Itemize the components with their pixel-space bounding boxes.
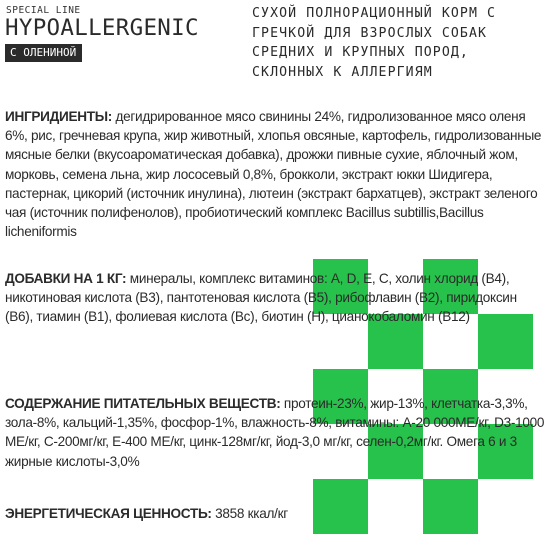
flavor-badge: С ОЛЕНИНОЙ [5, 44, 82, 62]
additives-text: минералы, комплекс витаминов: А, D, E, C, холин хлорид (В4), никотиновая кислота (В3), пантотеновая кислота (В5), рибофлавин (В2), пиридоксин (В6), тиамин (В1), фолиевая кислота (Вс), биотин (Н), цианокобаломин (В12) [5, 271, 517, 325]
nutrients-section [5, 394, 545, 471]
additives-label: ДОБАВКИ НА 1 КГ: [5, 271, 127, 286]
energy-label: ЭНЕРГЕТИЧЕСКАЯ ЦЕННОСТЬ: [5, 506, 212, 521]
nutrients-text: протеин-23%, жир-13%, клетчатка-3,3%, зола-8%, кальций-1,35%, фосфор-1%, влажность-8%, витамины: А-20 000МЕ/кг, D3-1000 МЕ/кг, С-200мг/кг, Е-400 МЕ/кг, цинк-128мг/кг, йод-3,0 мг/кг, селен-0,2мг/кг. Омега 6 и 3 жирные кислоты-3,0% [5, 396, 545, 469]
ingredients-label: ИНГРИДИЕНТЫ: [5, 109, 113, 124]
ingredients-section [5, 107, 545, 241]
energy-text: 3858 ккал/кг [211, 506, 288, 521]
energy-section [5, 504, 545, 523]
product-description: СУХОЙ ПОЛНОРАЦИОННЫЙ КОРМ С ГРЕЧКОЙ ДЛЯ ВЗРОСЛЫХ СОБАК СРЕДНИХ И КРУПНЫХ ПОРОД, СКЛОННЫХ К АЛЛЕРГИЯМ [252, 6, 497, 80]
ingredients-text: дегидрированное мясо свинины 24%, гидролизованное мясо оленя 6%, рис, гречневая крупа, жир животный, хлопья овсяные, картофель, гидролизованные мясные белки (вкусоароматическая добавка), дрожжи пивные сухие, яблочный жом, морковь, семена льна, жир лососевый 0,8%, брокколи, экстракт юкки Шидигера, пастернак, цикорий (источник инулина), лютеин (экстракт бархатцев), экстракт зеленого чая (источник полифенолов), пробиотический комплекс Bacillus subtillis,Bacillus licheniformis [5, 109, 542, 240]
nutrients-label: СОДЕРЖАНИЕ ПИТАТЕЛЬНЫХ ВЕЩЕСТВ: [5, 396, 281, 411]
additives-section [5, 269, 545, 327]
series-label: SPECIAL LINE [6, 5, 81, 16]
brand-title: HYPOALLERGENIC [5, 15, 199, 41]
